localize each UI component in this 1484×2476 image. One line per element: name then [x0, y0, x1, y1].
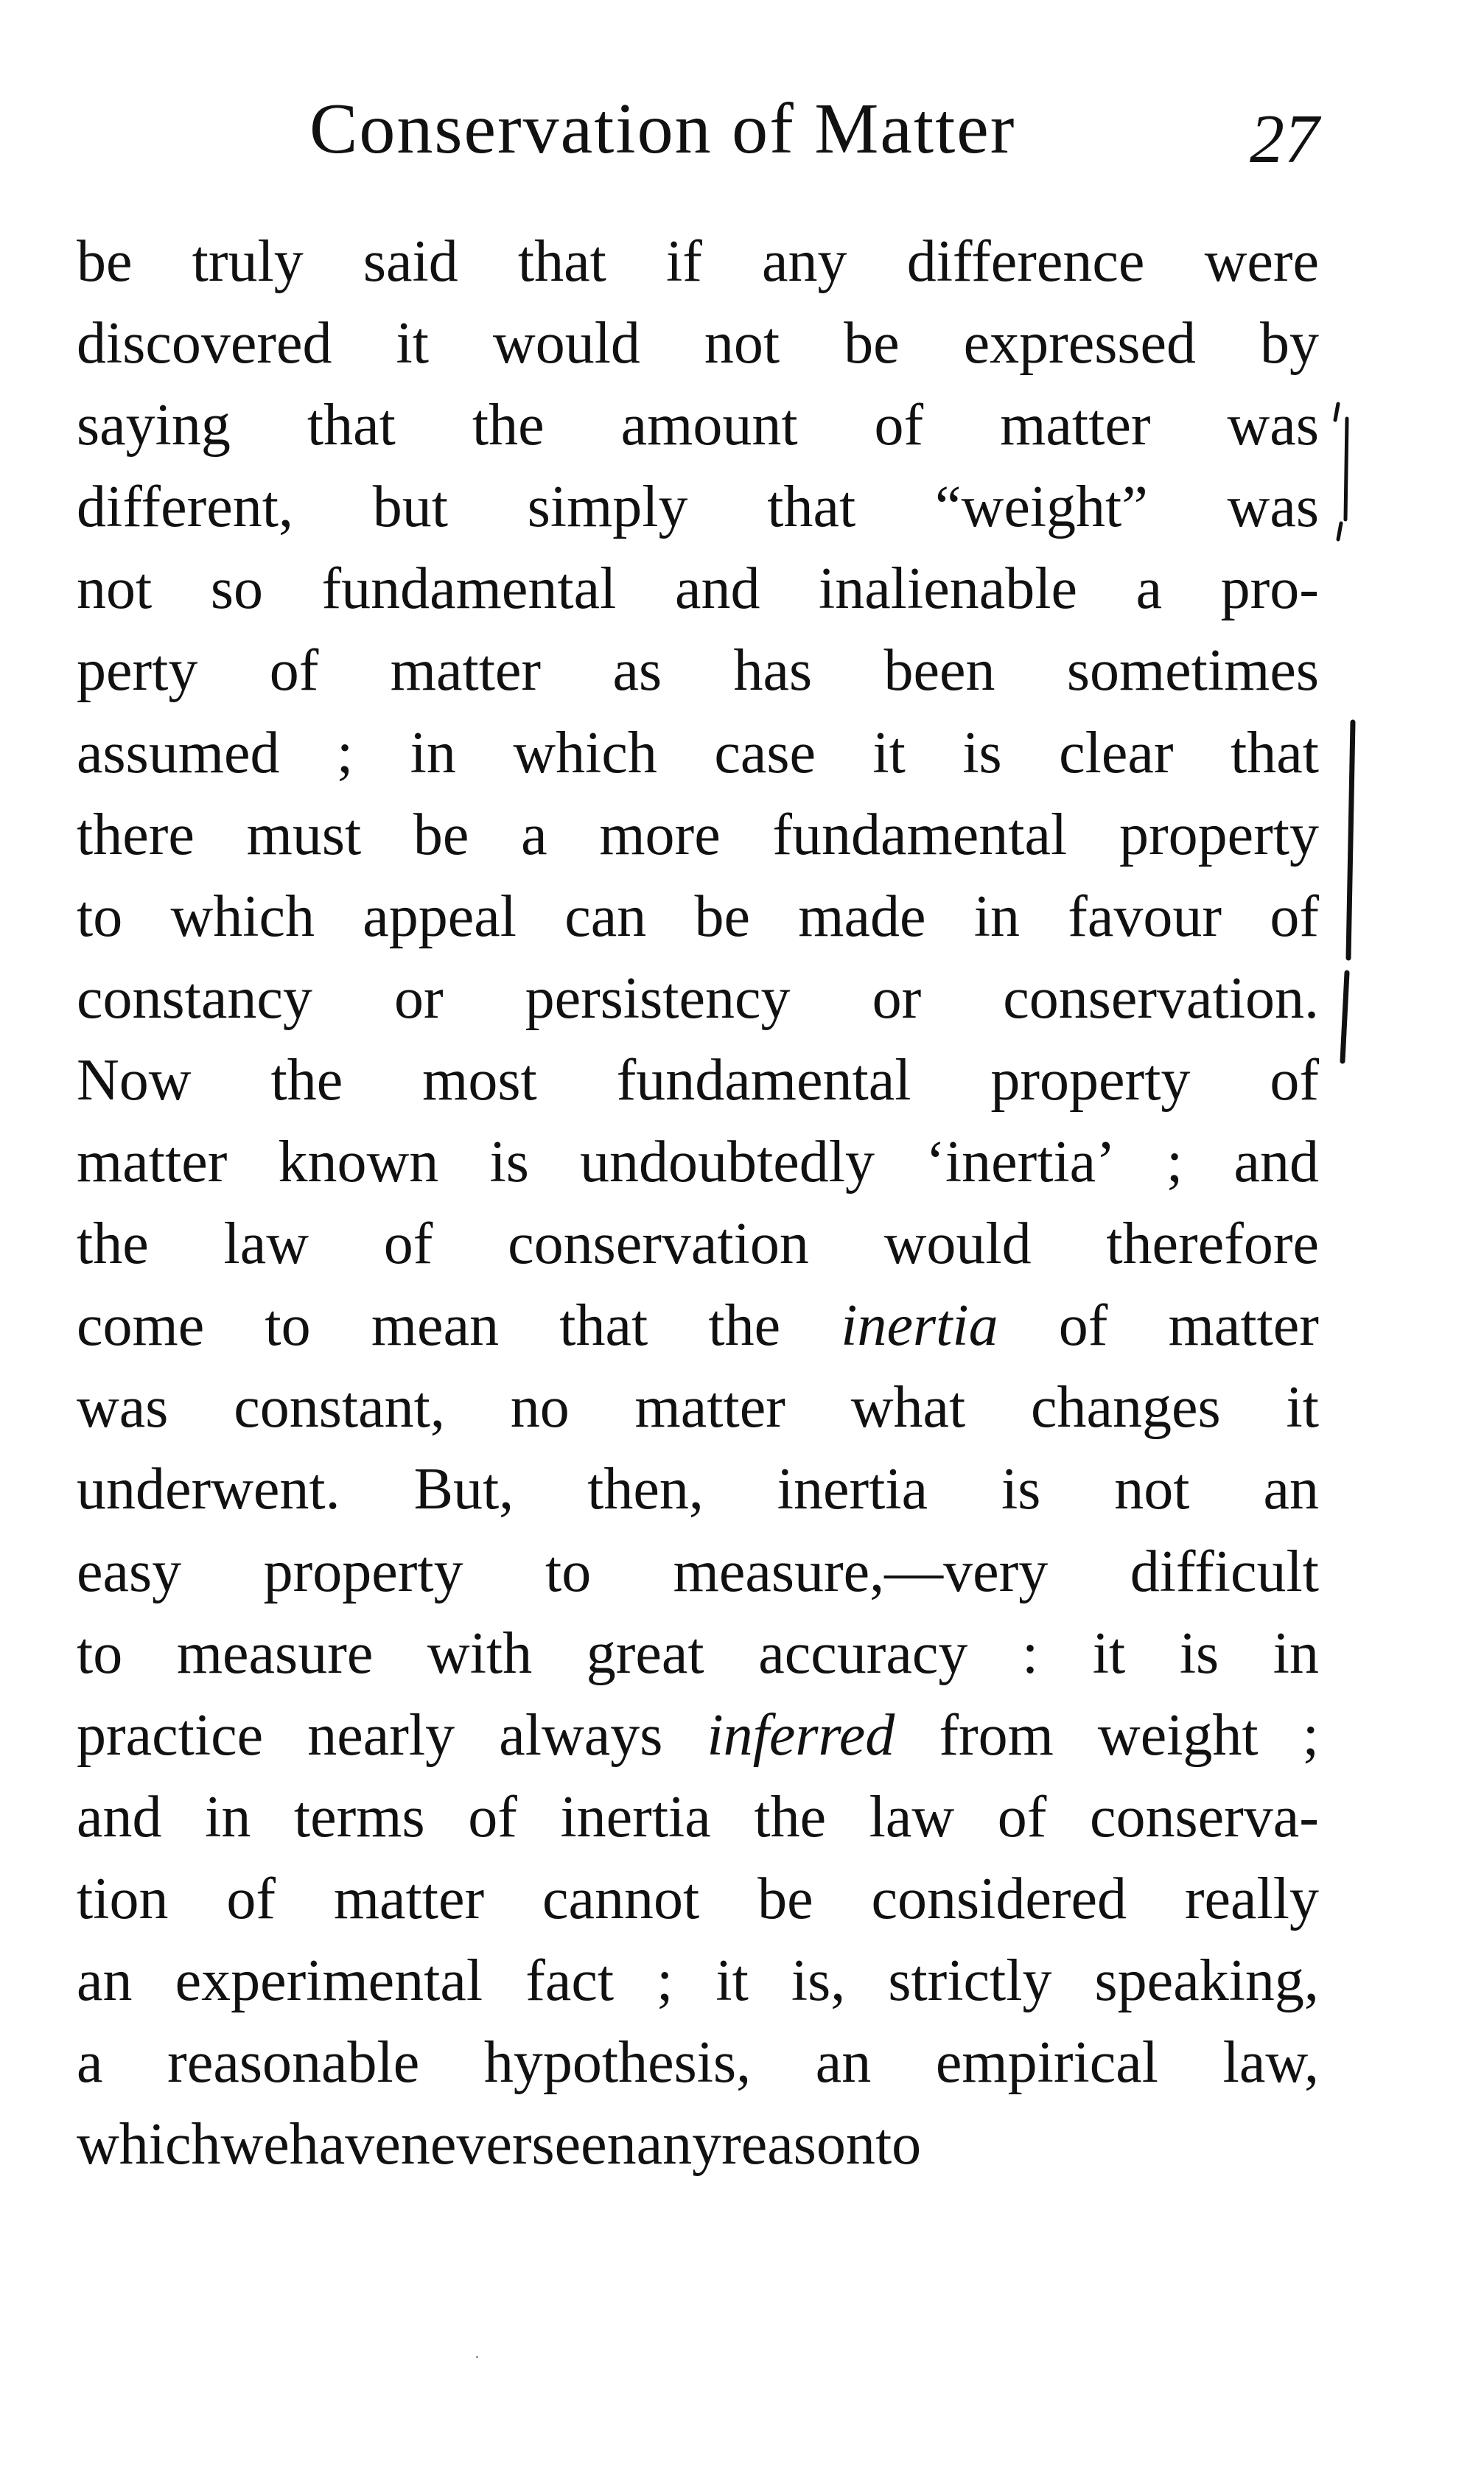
word: conservation.	[1003, 965, 1319, 1031]
word: in	[410, 720, 456, 786]
word: or	[393, 965, 444, 1031]
word: undoubtedly	[580, 1130, 875, 1195]
word: what	[850, 1375, 966, 1441]
word: mean	[371, 1293, 500, 1359]
word: an	[815, 2030, 872, 2096]
word: ‘inertia’	[925, 1130, 1116, 1195]
word: would	[883, 1211, 1032, 1277]
word: with	[427, 1620, 533, 1686]
word: from	[939, 1702, 1054, 1768]
word: which	[170, 884, 315, 949]
word: was	[1227, 475, 1319, 540]
word: measure,—very	[673, 1539, 1049, 1604]
word: conserva-	[1089, 1784, 1319, 1850]
marginal-pencil-mark	[1328, 398, 1379, 1415]
text-line	[77, 794, 1319, 876]
word: any	[762, 229, 847, 294]
word: that	[517, 229, 606, 294]
word: to	[875, 2112, 922, 2178]
word: inferred	[707, 1702, 895, 1768]
word: considered	[871, 1866, 1127, 1931]
word: inertia	[841, 1293, 998, 1359]
word: come	[77, 1293, 205, 1359]
word: accuracy	[758, 1620, 968, 1686]
word: it	[1092, 1620, 1126, 1686]
word: hypothesis,	[483, 2030, 752, 2096]
word: can	[564, 884, 647, 949]
word: most	[422, 1047, 537, 1113]
word: inertia	[560, 1784, 711, 1850]
text-line	[77, 1940, 1319, 2022]
word: ;	[1166, 1130, 1183, 1195]
text-line	[77, 1613, 1319, 1695]
word: was	[1227, 393, 1319, 458]
text-line	[77, 221, 1319, 303]
word: Now	[77, 1047, 192, 1113]
word: fundamental	[616, 1047, 911, 1113]
word: it	[872, 720, 906, 786]
word: reasonable	[167, 2030, 420, 2096]
word: to	[77, 884, 123, 949]
word: that	[559, 1293, 648, 1359]
text-line	[77, 1122, 1319, 1203]
word: strictly	[888, 1948, 1052, 2013]
word: matter	[1000, 393, 1151, 458]
word: perty	[77, 638, 198, 704]
word: the	[77, 1211, 149, 1277]
word: an	[77, 1948, 133, 2013]
word: of	[269, 638, 319, 704]
word: be	[757, 1866, 813, 1931]
word: great	[586, 1620, 704, 1686]
word: but	[372, 475, 448, 540]
word: of	[1270, 1047, 1319, 1113]
word: we	[220, 2112, 290, 2178]
word: were	[1204, 229, 1319, 294]
word: in	[973, 884, 1021, 949]
word: law,	[1222, 2030, 1319, 2096]
word: terms	[293, 1784, 425, 1850]
word: which	[513, 720, 657, 786]
word: But,	[413, 1457, 514, 1522]
word: matter	[77, 1130, 228, 1195]
word: pro-	[1220, 556, 1319, 622]
word: matter	[333, 1866, 485, 1931]
word: the	[754, 1784, 827, 1850]
text-line	[77, 1858, 1319, 1940]
text-line	[77, 1285, 1319, 1367]
text-line	[77, 876, 1319, 958]
text-line	[77, 630, 1319, 712]
word: be	[413, 802, 469, 867]
word: is	[1179, 1620, 1219, 1686]
word: the	[472, 393, 545, 458]
word: law	[869, 1784, 955, 1850]
word: of	[874, 393, 924, 458]
word: easy	[77, 1539, 182, 1604]
word: law	[223, 1211, 309, 1277]
word: “weight”	[935, 475, 1148, 540]
text-line	[77, 2104, 1319, 2186]
text-line	[77, 713, 1319, 794]
word: been	[883, 638, 995, 704]
text-line	[77, 1531, 1319, 1613]
word: it	[396, 311, 429, 377]
word: or	[872, 965, 922, 1031]
word: made	[798, 884, 926, 949]
word: to	[77, 1620, 123, 1686]
text-line	[77, 1695, 1319, 1777]
word: therefore	[1106, 1211, 1319, 1277]
word: of	[997, 1784, 1047, 1850]
word: persistency	[525, 965, 791, 1031]
word: then,	[587, 1457, 704, 1522]
word: be	[77, 229, 133, 294]
word: assumed	[77, 720, 280, 786]
word: truly	[192, 229, 304, 294]
word: inertia	[777, 1457, 928, 1522]
word: different,	[77, 475, 293, 540]
word: to	[265, 1293, 311, 1359]
word: measure	[176, 1620, 374, 1686]
word: was	[77, 1375, 169, 1441]
word: fundamental	[772, 802, 1068, 867]
word: always	[499, 1702, 663, 1768]
word: have	[289, 2112, 401, 2178]
word: which	[77, 2112, 221, 2178]
word: constancy	[77, 965, 312, 1031]
word: if	[666, 229, 702, 294]
word: and	[77, 1784, 162, 1850]
word: tion	[77, 1866, 169, 1931]
word: clear	[1059, 720, 1174, 786]
word: by	[1259, 311, 1319, 377]
word: of	[1270, 884, 1319, 949]
text-line	[77, 303, 1319, 385]
word: property	[263, 1539, 463, 1604]
word: matter	[1168, 1293, 1319, 1359]
word: as	[612, 638, 662, 704]
word: said	[363, 229, 458, 294]
word: be	[844, 311, 900, 377]
word: not	[1114, 1457, 1190, 1522]
word: and	[674, 556, 760, 622]
word: practice	[77, 1702, 264, 1768]
word: not	[77, 556, 153, 622]
word: is	[962, 720, 1002, 786]
body-text	[77, 221, 1319, 2186]
word: fundamental	[321, 556, 617, 622]
word: matter	[634, 1375, 785, 1441]
word: has	[733, 638, 813, 704]
word: simply	[527, 475, 688, 540]
word: must	[246, 802, 362, 867]
page-number: 27	[1250, 101, 1319, 178]
text-line	[77, 466, 1319, 548]
word: would	[492, 311, 640, 377]
word: seen	[531, 2112, 637, 2178]
word: that	[1230, 720, 1319, 786]
word: be	[694, 884, 751, 949]
text-line	[77, 548, 1319, 630]
word: difference	[906, 229, 1145, 294]
word: property	[1119, 802, 1319, 867]
word: a	[1135, 556, 1163, 622]
word: reason	[721, 2112, 875, 2178]
text-line	[77, 1777, 1319, 1858]
text-line	[77, 385, 1319, 466]
word: is,	[791, 1948, 846, 2013]
word: fact	[525, 1948, 615, 2013]
word: ;	[1302, 1702, 1319, 1768]
word: there	[77, 802, 195, 867]
word: known	[278, 1130, 439, 1195]
word: :	[1021, 1620, 1039, 1686]
word: experimental	[175, 1948, 483, 2013]
word: of	[226, 1866, 276, 1931]
word: changes	[1031, 1375, 1221, 1441]
word: that	[767, 475, 856, 540]
word: case	[714, 720, 816, 786]
text-line	[77, 1367, 1319, 1449]
word: it	[1286, 1375, 1319, 1441]
word: appeal	[363, 884, 517, 949]
word: more	[599, 802, 721, 867]
word: expressed	[963, 311, 1197, 377]
word: favour	[1068, 884, 1222, 949]
word: speaking,	[1094, 1948, 1319, 2013]
word: amount	[620, 393, 798, 458]
word: empirical	[935, 2030, 1158, 2096]
word: weight	[1097, 1702, 1259, 1768]
word: a	[77, 2030, 103, 2096]
word: underwent.	[77, 1457, 340, 1522]
word: never	[400, 2112, 532, 2178]
word: a	[521, 802, 547, 867]
word: saying	[77, 393, 231, 458]
word: to	[545, 1539, 592, 1604]
word: and	[1233, 1130, 1319, 1195]
text-line	[77, 1203, 1319, 1285]
word: of	[468, 1784, 517, 1850]
running-head	[309, 81, 1319, 177]
word: in	[1273, 1620, 1319, 1686]
word: is	[489, 1130, 529, 1195]
text-line	[77, 1449, 1319, 1531]
word: constant,	[234, 1375, 445, 1441]
word: that	[307, 393, 396, 458]
word: inalienable	[819, 556, 1077, 622]
text-line	[77, 2022, 1319, 2104]
word: cannot	[542, 1866, 700, 1931]
word: ;	[336, 720, 354, 786]
word: of	[383, 1211, 433, 1277]
word: property	[990, 1047, 1191, 1113]
word: ;	[657, 1948, 673, 2013]
word: discovered	[77, 311, 332, 377]
word: of	[1058, 1293, 1108, 1359]
word: is	[1001, 1457, 1041, 1522]
word: no	[510, 1375, 570, 1441]
word: the	[270, 1047, 343, 1113]
word: really	[1184, 1866, 1319, 1931]
word: it	[715, 1948, 749, 2013]
text-line	[77, 1040, 1319, 1122]
word: sometimes	[1066, 638, 1319, 704]
word: an	[1263, 1457, 1319, 1522]
running-title: Conservation of Matter	[309, 89, 1016, 169]
word: not	[704, 311, 780, 377]
word: so	[210, 556, 263, 622]
word: nearly	[307, 1702, 455, 1768]
word: conservation	[508, 1211, 809, 1277]
word: matter	[390, 638, 542, 704]
word: any	[636, 2112, 722, 2178]
word: the	[708, 1293, 781, 1359]
word: difficult	[1130, 1539, 1319, 1604]
stray-dot	[476, 2356, 478, 2358]
word: in	[205, 1784, 251, 1850]
text-line	[77, 958, 1319, 1040]
